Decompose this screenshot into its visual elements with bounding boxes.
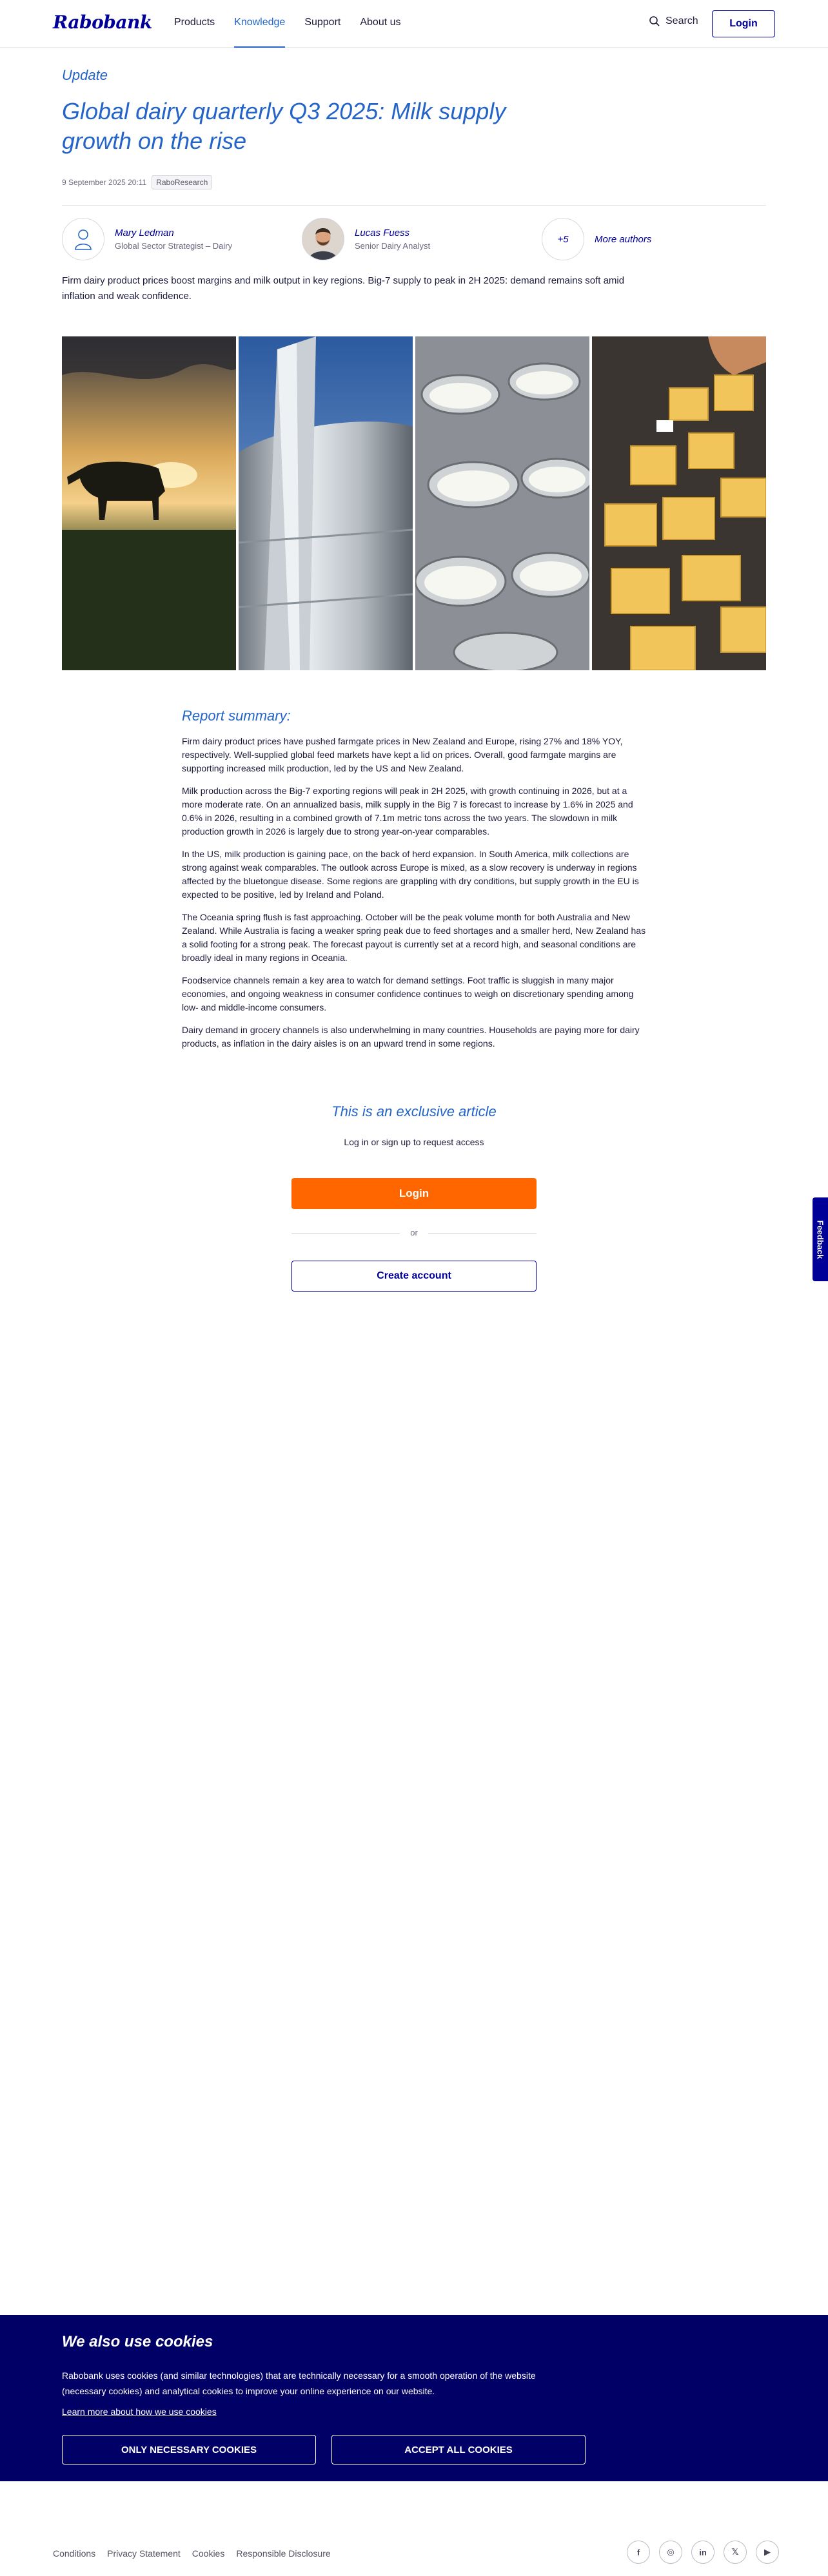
report-paragraph: The Oceania spring flush is fast approaching. October will be the peak volume month for both Australia and New Zealand. While Australia is facing a weaker spring peak due to feed shortages and a smaller herd, New Zealand has a solid footing for a strong peak. The forecast payout is currently set at a record high, and seasonal conditions are broadly ideal in many regions in Oceania. — [182, 912, 646, 963]
accept-all-cookies-button[interactable]: ACCEPT ALL COOKIES — [331, 2435, 586, 2465]
search-button[interactable] — [649, 15, 698, 27]
search-label: Search — [665, 15, 698, 26]
main-nav — [174, 17, 420, 48]
footer-link-privacy[interactable]: Privacy Statement — [107, 2548, 181, 2559]
cookie-text: Rabobank uses cookies (and similar technologies) that are technically necessary for a smooth operation of the website (necessary cookies) and analytical cookies to improve your online experience on our website. — [62, 2370, 536, 2396]
report-paragraph: Milk production across the Big-7 exporting regions will peak in 2H 2025, with growth continuing in 2026, but at a more moderate rate. On an annualized basis, milk supply in the Big 7 is forecast to increase by 1.6% in 2025 and 0.6% in 2026, resulting in a combined growth of 7.1m metric tons across the two years. The slowdown in milk production growth in 2026 is largely due to strong year-on-year comparables. — [182, 786, 633, 837]
nav-products[interactable]: Products — [174, 17, 215, 28]
or-label: or — [410, 1228, 418, 1237]
article-date: 9 September 2025 20:11 — [62, 178, 147, 187]
site-footer — [0, 2481, 828, 2576]
author-avatar-photo — [302, 218, 344, 260]
more-authors-button[interactable] — [542, 218, 651, 260]
nav-knowledge[interactable]: Knowledge — [234, 17, 285, 48]
hero-image-strip — [62, 336, 766, 670]
cheese-cubes-image — [592, 336, 766, 670]
instagram-icon[interactable]: ◎ — [659, 2541, 682, 2564]
report-paragraph: In the US, milk production is gaining pace, on the back of herd expansion. In South America, milk collections are strong against weak comparables. The outlook across Europe is mixed, as a slow recovery is underway in regions affected by the bluetongue disease. Some regions are grappling with dry conditions, but supply growth in the EU is expected to be positive, led by Ireland and Poland. — [182, 849, 639, 900]
article-title: Global dairy quarterly Q3 2025: Milk supply growth on the rise — [62, 98, 506, 154]
milk-silo-image — [239, 336, 413, 670]
footer-link-conditions[interactable]: Conditions — [53, 2548, 96, 2559]
create-account-button[interactable]: Create account — [291, 1261, 537, 1292]
report-paragraph: Dairy demand in grocery channels is also underwhelming in many countries. Households are paying more for dairy products, as inflation in the dairy aisles is on an upward trend in some regions. — [182, 1025, 640, 1049]
youtube-icon[interactable]: ▶ — [756, 2541, 779, 2564]
exclusive-subtitle: Log in or sign up to request access — [344, 1137, 484, 1147]
exclusive-gate — [182, 1103, 646, 1147]
author-name: Mary Ledman — [115, 228, 174, 238]
footer-link-cookies[interactable]: Cookies — [192, 2548, 225, 2559]
feedback-tab[interactable] — [813, 1197, 828, 1281]
search-icon — [649, 15, 660, 27]
rabobank-logo[interactable]: Rabobank — [53, 12, 152, 33]
article-tag[interactable]: RaboResearch — [152, 175, 212, 189]
author-role: Global Sector Strategist – Dairy — [115, 241, 233, 251]
more-authors-label: More authors — [595, 233, 652, 245]
author-name: Lucas Fuess — [355, 228, 410, 238]
nav-about-us[interactable]: About us — [360, 17, 401, 28]
footer-link-responsible-disclosure[interactable]: Responsible Disclosure — [236, 2548, 331, 2559]
linkedin-icon[interactable]: in — [691, 2541, 715, 2564]
site-header — [0, 0, 828, 48]
report-summary — [182, 708, 646, 1060]
social-links — [627, 2541, 779, 2564]
exclusive-title: This is an exclusive article — [331, 1103, 497, 1119]
dairy-vats-image — [415, 336, 589, 670]
cow-sunset-image — [62, 336, 236, 670]
header-login-button[interactable]: Login — [712, 10, 775, 37]
article-kicker: Update — [62, 67, 108, 83]
cookie-banner — [0, 2315, 828, 2481]
divider — [62, 205, 766, 206]
article-lead: Firm dairy product prices boost margins and milk output in key regions. Big-7 supply to peak in 2H 2025: demand remains soft amid inflation and weak confidence. — [62, 275, 625, 302]
report-paragraph: Firm dairy product prices have pushed farmgate prices in New Zealand and Europe, rising 27% and 18% YOY, respectively. Well-supplied global feed markets have kept a lid on prices. Overall, good farmgate margins are supporting increased milk production, led by the US and New Zealand. — [182, 736, 623, 773]
article-meta — [62, 175, 212, 189]
more-authors-count-badge — [542, 218, 584, 260]
author-avatar-placeholder — [62, 218, 104, 260]
nav-support[interactable]: Support — [304, 17, 341, 28]
user-icon — [74, 228, 93, 250]
author-photo — [302, 218, 344, 260]
exclusive-login-button[interactable]: Login — [291, 1178, 537, 1209]
footer-links — [53, 2548, 331, 2559]
cookie-learn-more-link[interactable]: Learn more about how we use cookies — [62, 2407, 217, 2417]
x-icon[interactable]: 𝕏 — [724, 2541, 747, 2564]
author-card[interactable] — [302, 218, 430, 260]
author-card[interactable] — [62, 218, 232, 260]
report-paragraph: Foodservice channels remain a key area to watch for demand settings. Foot traffic is sluggish in many major economies, and ongoing weakness in consumer confidence continues to weigh on discretionary spending among low- and middle-income consumers. — [182, 975, 634, 1012]
only-necessary-cookies-button[interactable]: ONLY NECESSARY COOKIES — [62, 2435, 316, 2465]
report-heading: Report summary: — [182, 708, 291, 724]
facebook-icon[interactable]: f — [627, 2541, 650, 2564]
more-authors-count: +5 — [557, 233, 569, 245]
feedback-label: Feedback — [815, 1220, 825, 1259]
cookie-title: We also use cookies — [62, 2333, 213, 2350]
author-role: Senior Dairy Analyst — [355, 241, 431, 251]
